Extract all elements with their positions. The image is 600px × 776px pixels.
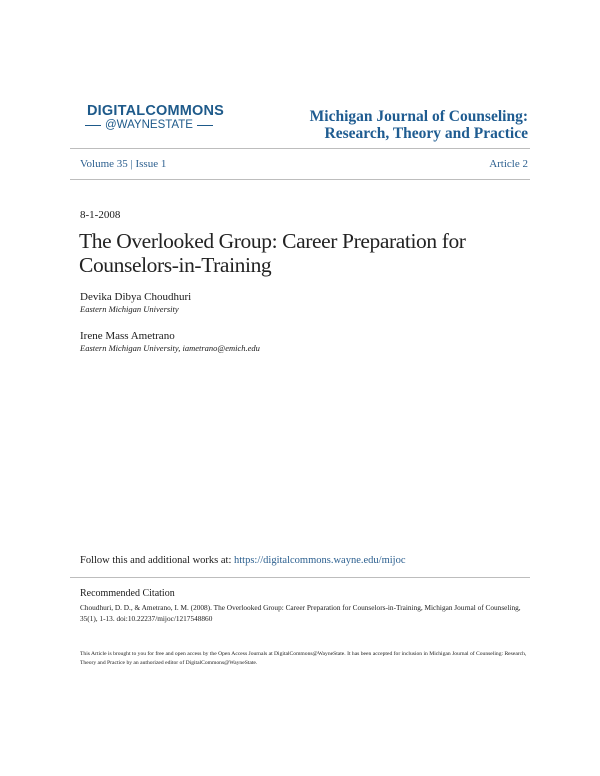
journal-title-line2: Research, Theory and Practice <box>324 125 528 142</box>
author-name: Devika Dibya Choudhuri <box>80 291 192 303</box>
follow-line <box>80 555 405 566</box>
header-divider <box>70 148 530 149</box>
author-block <box>80 291 191 315</box>
paper-title: The Overlooked Group: Career Preparation for Counselors-in-Training <box>79 229 466 277</box>
author-affiliation: Eastern Michigan University, iametrano@emich.edu <box>80 343 260 353</box>
follow-text: Follow this and additional works at: <box>80 555 234 566</box>
logo-subline <box>85 119 222 132</box>
article-number-link[interactable]: Article 2 <box>489 158 528 170</box>
digitalcommons-logo[interactable] <box>87 103 225 132</box>
author-affiliation: Eastern Michigan University <box>80 304 179 314</box>
logo-dash-right <box>197 125 213 126</box>
journal-title-line1: Michigan Journal of Counseling: <box>309 108 528 125</box>
author-name: Irene Mass Ametrano <box>80 330 175 342</box>
journal-title[interactable] <box>310 108 528 142</box>
access-notice: This Article is brought to you for free and open access by the Open Access Journals at DigitalCommons@WayneState. It has been accepted for inclusion in Michigan Journal of Counseling: Research, Theory and Practice by an authorized editor of DigitalCommons@WayneState. <box>80 651 527 666</box>
author-block <box>80 330 260 354</box>
collection-link[interactable]: https://digitalcommons.wayne.edu/mijoc <box>234 555 406 566</box>
citation-divider <box>70 577 530 578</box>
volume-issue-link[interactable]: Volume 35 | Issue 1 <box>80 158 167 170</box>
citation-text: Choudhuri, D. D., & Ametrano, I. M. (2008). The Overlooked Group: Career Preparation for Counselors-in-Training, Michigan Journal of Counseling, 35(1), 1-13. doi:10.22237/mijoc/1217548860 <box>80 603 521 623</box>
recommended-citation-heading: Recommended Citation <box>80 588 175 599</box>
publication-date: 8-1-2008 <box>80 209 121 221</box>
logo-subline-text: @WAYNESTATE <box>105 119 193 131</box>
issue-divider <box>70 179 530 180</box>
logo-dash-left <box>85 125 101 126</box>
logo-wordmark: DIGITALCOMMONS <box>87 103 225 119</box>
